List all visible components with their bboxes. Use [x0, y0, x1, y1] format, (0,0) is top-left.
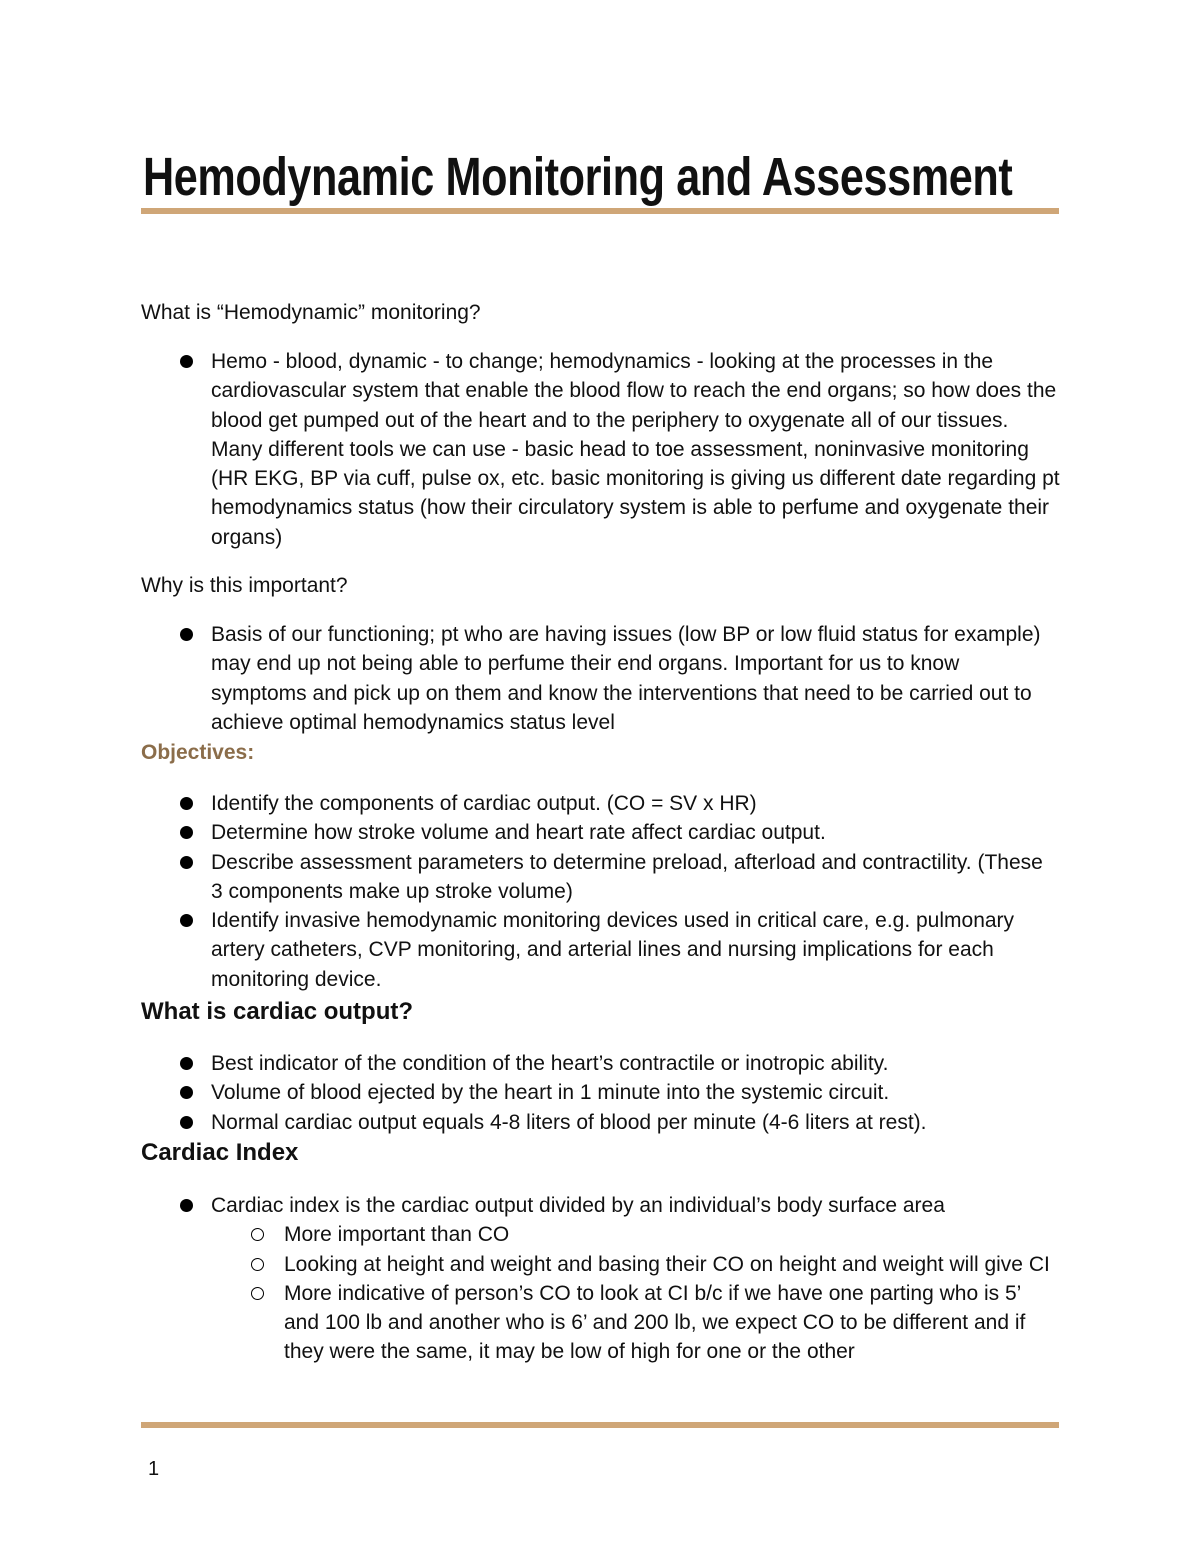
bullet-icon [180, 1199, 193, 1212]
page-number: 1 [148, 1458, 160, 1480]
list-item [180, 789, 1060, 818]
objectives-heading: Objectives: [141, 741, 255, 764]
list-item-text: Describe assessment parameters to determine preload, afterload and contractility. (These 3 components make up stroke volume) [211, 850, 1043, 903]
cardiac-output-list [180, 1049, 1060, 1137]
list-item-text: Volume of blood ejected by the heart in 1 minute into the systemic circuit. [211, 1081, 890, 1105]
sub-list-item [251, 1220, 1060, 1249]
list-item [180, 818, 1060, 847]
bullet-icon [180, 826, 193, 839]
list-item [180, 347, 1060, 552]
list-hemodynamic [180, 347, 1060, 552]
list-important [180, 620, 1060, 737]
list-item [180, 848, 1060, 907]
list-item-text: Hemo - blood, dynamic - to change; hemodynamics - looking at the processes in the cardiovascular system that enable the blood flow to reach the end organs; so how does the blood get pumped out of the heart and to the periphery to oxygenate all of our tissues. Many different tools we can use - basic head to toe assessment, noninvasive monitoring (HR EKG, BP via cuff, pulse ox, etc. basic monitoring is giving us different date regarding pt hemodynamics status (how their circulatory system is able to perfume and oxygenate their organs) [211, 350, 1060, 549]
cardiac-output-heading: What is cardiac output? [141, 998, 414, 1025]
list-item-text: More indicative of person’s CO to look at CI b/c if we have one parting who is 5’ and 100 lb and another who is 6’ and 200 lb, we expect CO to be different and if they were the same, it may be low of high for one or the other [284, 1281, 1026, 1364]
question-important: Why is this important? [141, 574, 348, 597]
bullet-icon [180, 914, 193, 927]
list-item [180, 1078, 1060, 1107]
list-item-text: More important than CO [284, 1223, 510, 1247]
question-hemodynamic: What is “Hemodynamic” monitoring? [141, 301, 481, 324]
list-item [180, 1191, 1060, 1367]
list-item-text: Determine how stroke volume and heart rate affect cardiac output. [211, 821, 826, 845]
hollow-bullet-icon [251, 1258, 264, 1271]
bullet-icon [180, 797, 193, 810]
list-item-text: Identify the components of cardiac output. (CO = SV x HR) [211, 792, 757, 815]
list-item [180, 906, 1060, 994]
list-item [180, 1049, 1060, 1078]
list-item-text: Basis of our functioning; pt who are having issues (low BP or low fluid status for example) may end up not being able to perfume their end organs. Important for us to know symptoms and pick up on them and know the interventions that need to be carried out to achieve optimal hemodynamics status level [211, 623, 1041, 734]
footer-rule [141, 1422, 1059, 1428]
sub-list-item [251, 1279, 1060, 1367]
title-rule [141, 208, 1059, 214]
sub-list-item [251, 1250, 1060, 1279]
bullet-icon [180, 355, 193, 368]
objectives-list [180, 789, 1060, 994]
list-item [180, 1108, 1060, 1137]
cardiac-index-list [180, 1191, 1060, 1367]
bullet-icon [180, 1086, 193, 1099]
list-item [180, 620, 1060, 737]
list-item-text: Identify invasive hemodynamic monitoring devices used in critical care, e.g. pulmonary artery catheters, CVP monitoring, and arterial lines and nursing implications for each monitoring device. [211, 909, 1015, 991]
cardiac-index-sublist [211, 1220, 1060, 1366]
list-item-text: Best indicator of the condition of the heart’s contractile or inotropic ability. [211, 1052, 889, 1075]
document-title: Hemodynamic Monitoring and Assessment [143, 147, 1013, 207]
bullet-icon [180, 628, 193, 641]
cardiac-index-heading: Cardiac Index [141, 1139, 299, 1166]
bullet-icon [180, 1116, 193, 1129]
bullet-icon [180, 856, 193, 869]
list-item-text: Looking at height and weight and basing their CO on height and weight will give CI [284, 1252, 1050, 1276]
bullet-icon [180, 1057, 193, 1070]
hollow-bullet-icon [251, 1228, 264, 1241]
list-item-text: Cardiac index is the cardiac output divided by an individual’s body surface area [211, 1194, 945, 1217]
list-item-text: Normal cardiac output equals 4-8 liters of blood per minute (4-6 liters at rest). [211, 1110, 927, 1134]
hollow-bullet-icon [251, 1287, 264, 1300]
